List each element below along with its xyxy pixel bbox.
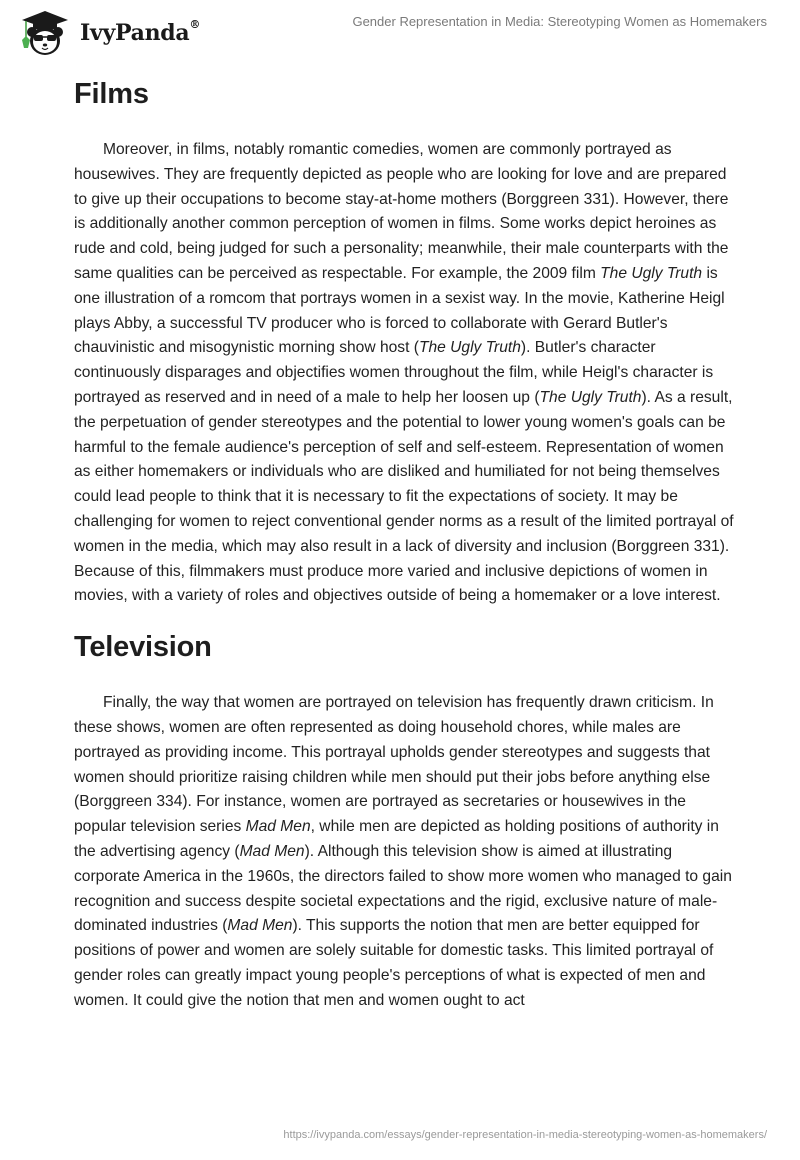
section-heading-television: Television — [74, 631, 212, 664]
film-title: The Ugly Truth — [418, 339, 521, 357]
panda-graduation-cap-icon — [14, 8, 76, 58]
film-title: The Ugly Truth — [539, 388, 642, 406]
paragraph-text: , while men are depicted as holding positions of authority in the advertising agency ( — [74, 818, 719, 860]
paragraph-text: ). As a result, the perpetuation of gender stereotypes and the potential to lower young women's goals can be harmful to the female audience's perception of self and self-esteem. Representation of women as either homemakers or individuals who are disliked and humiliated for not being themselves could lead people to think that it is necessary to fit the expectations of society. It may be challenging for women to reject conventional gender norms as a result of the limited portrayal of women in the media, which may also result in a lack of diversity and inclusion (Borggreen 331). Because of this, filmmakers must produce more varied and inclusive depictions of women in movies, with a variety of roles and objectives outside of being a homemaker or a love interest. — [74, 388, 734, 605]
ivypanda-logo[interactable] — [14, 8, 200, 58]
logo-wordmark: IvyPanda® — [80, 18, 201, 46]
source-url[interactable]: https://ivypanda.com/essays/gender-representation-in-media-stereotyping-women-as-homemakers/ — [283, 1129, 767, 1141]
series-title: Mad Men — [245, 818, 311, 836]
paragraph-text: Moreover, in films, notably romantic comedies, women are commonly portrayed as housewives. They are frequently depicted as people who are looking for love and are prepared to give up their occupations to become stay-at-home mothers (Borggreen 331). However, there is additionally another common perception of women in films. Some works depict heroines as rude and cold, being judged for such a personality; meanwhile, their male counterparts with the same qualities can be perceived as respectable. For example, the 2009 film — [74, 141, 729, 282]
paragraph-text: ). This supports the notion that men are better equipped for positions of power and women are solely suitable for domestic tasks. This limited portrayal of gender roles can greatly impact young people's perceptions of what is expected of men and women. It could give the notion that men and women ought to act — [74, 917, 714, 1009]
section-paragraph-television — [74, 691, 734, 1013]
film-title: The Ugly Truth — [600, 264, 703, 282]
paragraph-text: ). Although this television show is aimed at illustrating corporate America in the 1960s, the directors failed to show more women who managed to gain recognition and success despite societal expectations and the rigid, exclusive nature of male-dominated industries ( — [74, 842, 732, 935]
series-title: Mad Men — [227, 917, 293, 935]
essay-content — [74, 70, 734, 1014]
paragraph-text: ). Butler's character continuously disparages and objectifies women throughout the film, while Heigl's character is portrayed as reserved and in need of a male to help her loosen up ( — [74, 339, 714, 406]
section-heading-films: Films — [74, 78, 149, 110]
paragraph-text: Finally, the way that women are portrayed on television has frequently drawn criticism. In these shows, women are often represented as doing household chores, while males are portrayed as providing income. This portrayal upholds gender stereotypes and suggests that women should prioritize raising children while men should put their jobs before anything else (Borggreen 334). For instance, women are portrayed as secretaries or housewives in the popular television series — [74, 694, 714, 836]
series-title: Mad Men — [239, 842, 305, 860]
document-title: Gender Representation in Media: Stereotyping Women as Homemakers — [352, 14, 767, 29]
section-paragraph-films — [74, 138, 734, 609]
paragraph-text: is one illustration of a romcom that portrays women in a sexist way. In the movie, Katherine Heigl plays Abby, a successful TV producer who is forced to collaborate with Gerard Butler's chauvinistic and misogynistic morning show host ( — [74, 264, 725, 357]
page-header — [0, 0, 800, 60]
